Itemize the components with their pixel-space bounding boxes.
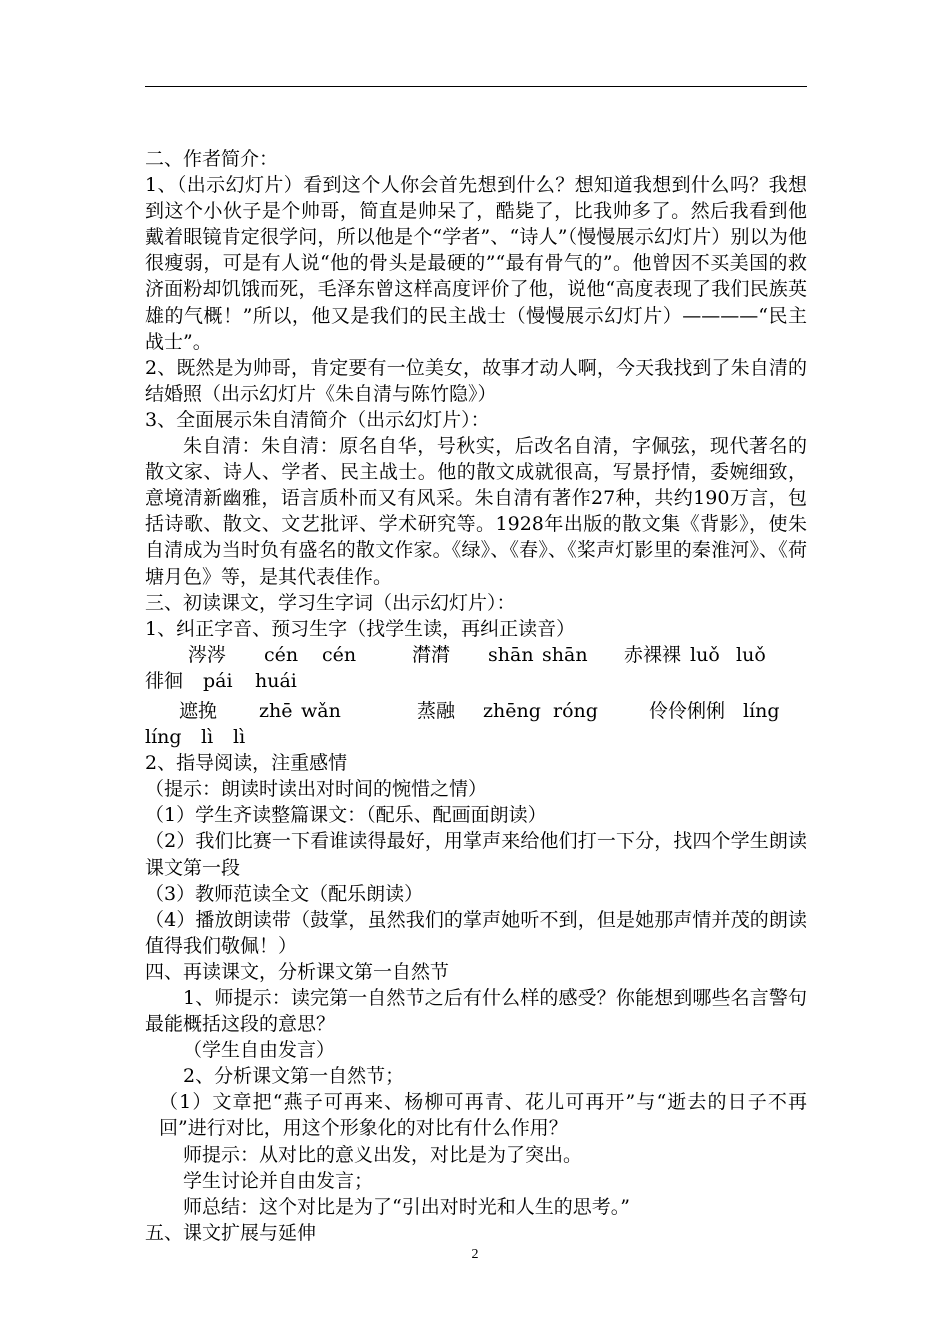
vocab-row (145, 724, 807, 750)
vocab-word: 徘徊 (145, 669, 184, 692)
vocab-pinyin: lì (233, 726, 246, 749)
paragraph: （学生自由发言） (183, 1039, 336, 1062)
paragraph: 师总结：这个对比是为了“引出对时光和人生的思考。” (183, 1195, 630, 1218)
vocab-word: 伶伶俐俐 (649, 699, 726, 722)
paragraph: 2、指导阅读，注重感情 (145, 752, 348, 775)
paragraph: 学生讨论并自由发言； (183, 1169, 374, 1192)
paragraph: 3、全面展示朱自清简介（出示幻灯片）： (145, 408, 490, 431)
section-heading-author: 二、作者简介： (145, 148, 279, 170)
vocab-pinyin: líng (145, 726, 182, 749)
vocab-pinyin: róng (553, 699, 598, 722)
vocab-pinyin: shān (542, 643, 588, 666)
vocab-pinyin: líng (743, 699, 780, 722)
paragraph: （提示：朗读时读出对时间的惋惜之情） (145, 778, 488, 801)
paragraph-bio: 朱自清：朱自清：原名自华，号秋实，后改名自清，字佩弦，现代著名的散文家、诗人、学者、民主战士。他的散文成就很高，写景抒情，委婉细致，意境清新幽雅，语言质朴而又有风采。朱自清有著作27种，共约190万言，包括诗歌、散文、文艺批评、学术研究等。1928年出版的散文集《背影》，使朱自清成为当时负有盛名的散文作家。《绿》、《春》、《桨声灯影里的秦淮河》、《荷塘月色》等，是其代表佳作。 (145, 435, 807, 588)
paragraph: （2）我们比赛一下看谁读得最好，用掌声来给他们打一下分，找四个学生朗读课文第一段 (145, 830, 807, 879)
paragraph: （3）教师范读全文（配乐朗读） (145, 882, 424, 905)
paragraph: 2、既然是为帅哥，肯定要有一位美女，故事才动人啊，今天我找到了朱自清的结婚照（出示幻灯片《朱自清与陈竹隐》） (145, 356, 807, 405)
section-heading-extension: 五、课文扩展与延伸 (145, 1221, 317, 1244)
vocab-word: 赤裸裸 (624, 643, 682, 666)
paragraph: （1）文章把“燕子可再来、杨柳可再青、花儿可再开”与“逝去的日子不再回”进行对比，用这个形象化的对比有什么作用？ (159, 1091, 807, 1140)
vocab-word: 潸潸 (412, 643, 451, 666)
vocab-pinyin: luǒ (736, 643, 766, 666)
paragraph: 1、师提示：读完第一自然节之后有什么样的感受？你能想到哪些名言警句最能概括这段的意思？ (145, 987, 807, 1036)
vocab-row (145, 642, 807, 668)
section-heading-analysis: 四、再读课文，分析课文第一自然节 (145, 960, 450, 983)
vocab-pinyin: cén (264, 643, 299, 666)
vocab-pinyin: lì (201, 726, 214, 749)
paragraph: 1、（出示幻灯片）看到这个人你会首先想到什么？想知道我想到什么吗？我想到这个小伙子是个帅哥，简直是帅呆了，酷毙了，比我帅多了。然后我看到他戴着眼镜肯定很学问，所以他是个“学者”、“诗人”（慢慢展示幻灯片）别以为他很瘦弱，可是有人说“他的骨头是最硬的”“最有骨气的”。他曾因不买美国的救济面粉却饥饿而死，毛泽东曾这样高度评价了他，说他“高度表现了我们民族英雄的气概！”所以，他又是我们的民主战士（慢慢展示幻灯片）————“民主战士”。 (145, 174, 807, 353)
vocab-row (145, 668, 807, 694)
vocab-word: 涔涔 (188, 643, 227, 666)
vocab-pinyin: cén (322, 643, 357, 666)
paragraph: 师提示：从对比的意义出发，对比是为了突出。 (183, 1143, 583, 1166)
page-number: 2 (471, 1247, 479, 1262)
vocab-word: 遮挽 (179, 699, 218, 722)
paragraph: （1）学生齐读整篇课文：（配乐、配画面朗读） (145, 804, 547, 827)
vocab-pinyin: wǎn (301, 699, 341, 722)
paragraph: 2、分析课文第一自然节； (183, 1065, 405, 1088)
paragraph: 1、纠正字音、预习生字（找学生读，再纠正读音） (145, 617, 576, 640)
vocab-pinyin: luǒ (690, 643, 720, 666)
vocab-pinyin: pái (203, 669, 233, 692)
section-heading-reading: 三、初读课文，学习生字词（出示幻灯片）： (145, 591, 516, 614)
header-rule (145, 86, 807, 87)
vocab-pinyin: shān (488, 643, 534, 666)
vocab-pinyin: zhēng (483, 699, 541, 722)
vocab-pinyin: huái (255, 669, 297, 692)
vocab-row (145, 698, 807, 724)
paragraph: （4）播放朗读带（鼓掌，虽然我们的掌声她听不到，但是她那声情并茂的朗读值得我们敬佩！） (145, 908, 807, 957)
document-body (145, 146, 807, 1246)
vocab-word: 蒸融 (417, 699, 456, 722)
vocab-pinyin: zhē (259, 699, 293, 722)
